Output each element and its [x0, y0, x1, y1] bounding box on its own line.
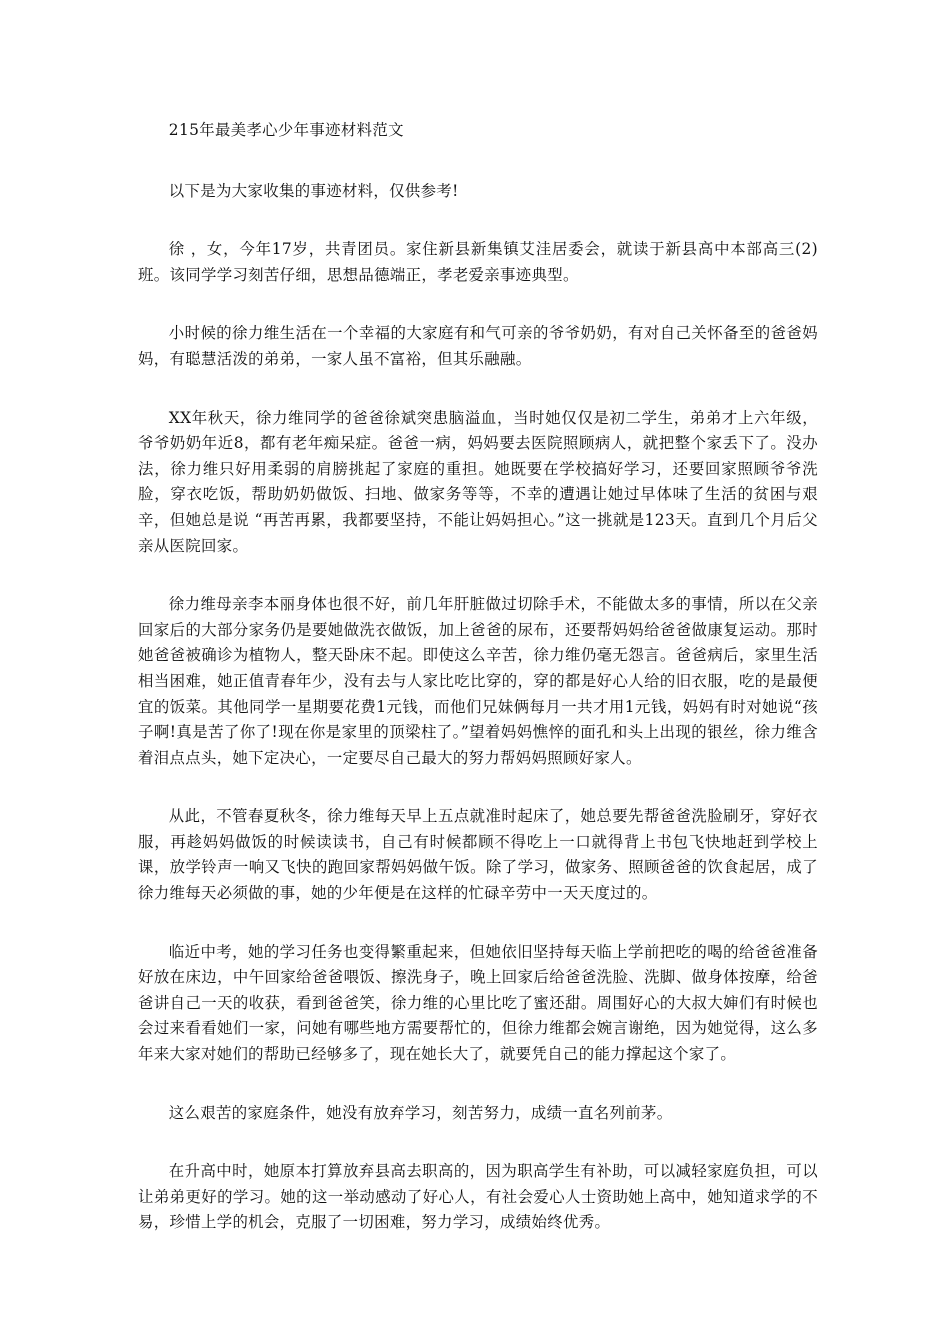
paragraph-intro: 以下是为大家收集的事迹材料，仅供参考! — [168, 181, 459, 200]
document-page — [138, 118, 818, 1269]
paragraph-high-school: 在升高中时，她原本打算放弃县高去职高的，因为职高学生有补助，可以减轻家庭负担，可以让弟弟更好的学习。她的这一举动感动了好心人，有社会爱心人士资助她上高中，她知道求学的不易，珍惜上学的机会，克服了一切困难，努力学习，成绩始终优秀。 — [138, 1162, 818, 1232]
paragraph-study: 这么艰苦的家庭条件，她没有放弃学习，刻苦努力，成绩一直名列前茅。 — [168, 1103, 673, 1122]
paragraph-daily-routine: 从此，不管春夏秋冬，徐力维每天早上五点就准时起床了，她总要先帮爸爸洗脸刷牙，穿好衣服，再趁妈妈做饭的时候读读书，自己有时候都顾不得吃上一口就得背上书包飞快地赶到学校上课，放学铃声一响又飞快的跑回家帮妈妈做午饭。除了学习，做家务、照顾爸爸的饮食起居，成了徐力维每天必须做的事，她的少年便是在这样的忙碌辛劳中一天天度过的。 — [138, 807, 818, 903]
paragraph-father-illness: XX年秋天，徐力维同学的爸爸徐斌突患脑溢血，当时她仅仅是初二学生，弟弟才上六年级，爷爷奶奶年近8，都有老年痴呆症。爸爸一病，妈妈要去医院照顾病人，就把整个家丢下了。没办法，徐力维只好用柔弱的肩膀挑起了家庭的重担。她既要在学校搞好学习，还要回家照顾爷爷洗脸，穿衣吃饭，帮助奶奶做饭、扫地、做家务等等，不幸的遭遇让她过早体味了生活的贫困与艰辛，但她总是说 “再苦再累，我都要坚持，不能让妈妈担心。”这一挑就是123天。直到几个月后父亲从医院回家。 — [138, 408, 818, 555]
paragraph-mother: 徐力维母亲李本丽身体也很不好，前几年肝脏做过切除手术，不能做太多的事情，所以在父亲回家后的大部分家务仍是要她做洗衣做饭，加上爸爸的尿布，还要帮妈妈给爸爸做康复运动。那时她爸爸被确诊为植物人，整天卧床不起。即使这么辛苦，徐力维仍毫无怨言。爸爸病后，家里生活相当困难，她正值青春年少，没有去与人家比吃比穿的，穿的都是好心人给的旧衣服，吃的是最便宜的饭菜。其他同学一星期要花费1元钱，而他们兄妹俩每月一共才用1元钱，妈妈有时对她说“孩子啊!真是苦了你了!现在你是家里的顶梁柱了。”望着妈妈憔悴的面孔和头上出现的银丝，徐力维含着泪点点头，她下定决心，一定要尽自己最大的努力帮妈妈照顾好家人。 — [138, 595, 818, 767]
document-title: 215年最美孝心少年事迹材料范文 — [168, 121, 404, 139]
paragraph-profile: 徐 ，女，今年17岁，共青团员。家住新县新集镇艾洼居委会，就读于新县高中本部高三(2)班。该同学学习刻苦仔细，思想品德端正，孝老爱亲事迹典型。 — [138, 240, 818, 284]
paragraph-childhood: 小时候的徐力维生活在一个幸福的大家庭有和气可亲的爷爷奶奶，有对自己关怀备至的爸爸妈妈，有聪慧活泼的弟弟，一家人虽不富裕，但其乐融融。 — [138, 324, 818, 368]
paragraph-exam: 临近中考，她的学习任务也变得繁重起来，但她依旧坚持每天临上学前把吃的喝的给爸爸准备好放在床边，中午回家给爸爸喂饭、擦洗身子，晚上回家后给爸爸洗脸、洗脚、做身体按摩，给爸爸讲自己一天的收获，看到爸爸笑，徐力维的心里比吃了蜜还甜。周围好心的大叔大婶们有时候也会过来看看她们一家，问她有哪些地方需要帮忙的，但徐力维都会婉言谢绝，因为她觉得，这么多年来大家对她们的帮助已经够多了，现在她长大了，就要凭自己的能力撑起这个家了。 — [138, 942, 818, 1064]
